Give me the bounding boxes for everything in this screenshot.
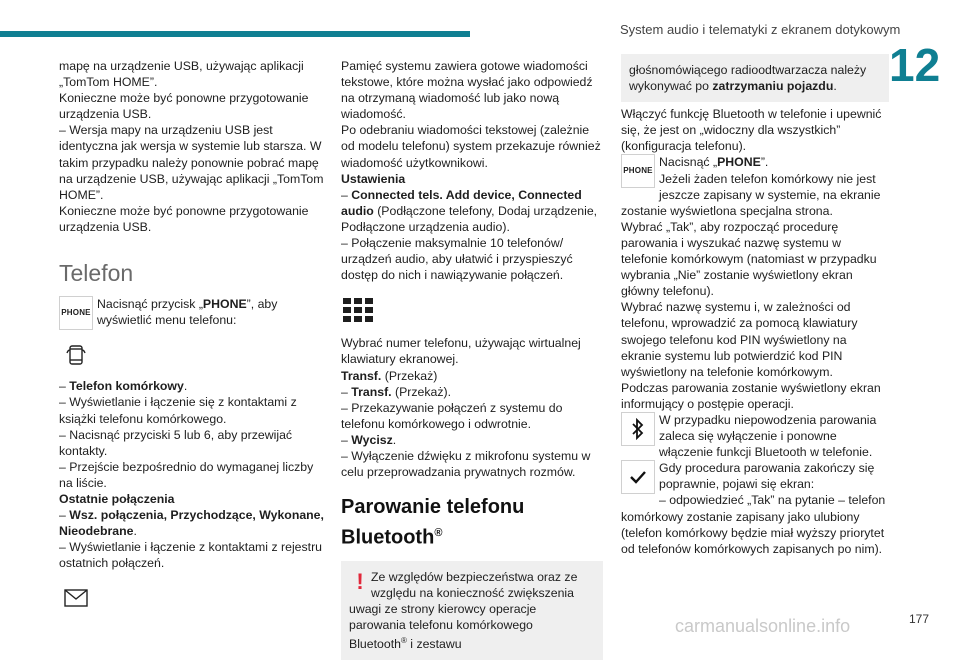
- paragraph-transf-item: – Transf. (Przekaż).: [341, 384, 452, 399]
- warning-text: Ze względów bezpieczeństwa oraz ze względu na konieczność zwiększenia uwagi ze strony kierowcy operacje parowania telefonu komórkowego Bluetooth® i zestawu: [349, 569, 578, 652]
- paragraph: Konieczne może być ponowne przygotowanie urządzenia USB.: [59, 203, 309, 234]
- paragraph: – Nacisnąć przyciski 5 lub 6, aby przewijać kontakty.: [59, 427, 293, 458]
- bluetooth-icon: [621, 412, 655, 446]
- paragraph: – Wyświetlanie i łączenie się z kontaktami z książki telefonu komórkowego.: [59, 395, 297, 426]
- paragraph: – Wyświetlanie i łączenie z kontaktami z rejestru ostatnich połączeń.: [59, 540, 323, 571]
- paragraph: Wybrać nazwę systemu i, w zależności od telefonu, wprowadzić za pomocą klawiatury swojego telefonu kod PIN wyświetlony na ekranie systemu lub potwierdzić kod PIN wyświetlony na telefonie komórkowym.: [621, 300, 858, 379]
- paragraph: Wybrać numer telefonu, używając wirtualnej klawiatury ekranowej.: [341, 336, 581, 367]
- paragraph: – Wyłączenie dźwięku z mikrofonu systemu w celu przeprowadzania prywatnych rozmów.: [341, 448, 591, 480]
- paragraph-press-phone: Nacisnąć przycisk „PHONE”, aby wyświetlić menu telefonu:: [97, 297, 278, 328]
- paragraph-mobile: – Telefon komórkowy.: [59, 379, 188, 394]
- paragraph-recent: – Wsz. połączenia, Przychodzące, Wykonane, Nieodebrane.: [59, 508, 324, 539]
- mobile-phone-icon: [59, 338, 93, 372]
- header-accent-bar: [0, 31, 470, 37]
- paragraph: Włączyć funkcję Bluetooth w telefonie i upewnić się, że jest on „widoczny dla wszystkich” (konfiguracja telefonu).: [621, 107, 882, 154]
- column-3: [621, 58, 889, 557]
- watermark: carmanualsonline.info: [675, 616, 851, 636]
- column-2: [341, 58, 603, 660]
- envelope-icon: [59, 581, 93, 615]
- paragraph-mute: – Wycisz.: [341, 432, 397, 447]
- subheading-settings: Ustawienia: [341, 171, 406, 186]
- warning-icon: !: [356, 568, 364, 594]
- paragraph: Pamięć systemu zawiera gotowe wiadomości tekstowe, które można wysłać jako odpowiedź na otrzymaną wiadomość lub jako nową wiadomość.: [341, 59, 593, 122]
- page-number: 177: [909, 612, 930, 626]
- paragraph: Po odebraniu wiadomości tekstowej (zależnie od modelu telefonu) system przekazuje również wiadomość użytkownikowi.: [341, 123, 601, 170]
- paragraph: Gdy procedura parowania zakończy się poprawnie, pojawi się ekran:: [659, 461, 875, 492]
- column-1: [59, 58, 327, 621]
- paragraph: – Przejście bezpośrednio do wymaganej liczby na liście.: [59, 459, 314, 490]
- phone-button-icon: PHONE: [621, 154, 655, 188]
- warning-text-continued: głośnomówiącego radioodtwarzacza należy wykonywać po zatrzymaniu pojazdu.: [629, 63, 867, 94]
- paragraph: – odpowiedzieć „Tak” na pytanie – telefon komórkowy zostanie zapisany jako ulubiony (telefon komórkowy będzie miał wyższy priorytet od telefonów komórkowych zapisanych po nim).: [621, 493, 886, 556]
- checkmark-icon: [621, 460, 655, 494]
- paragraph-transf: Transf. (Przekaż): [341, 368, 438, 383]
- paragraph: – Przekazywanie połączeń z systemu do telefonu komórkowego i odwrotnie.: [341, 400, 563, 431]
- paragraph-settings: – Connected tels. Add device, Connected audio (Podłączone telefony, Dodaj urządzenie, Podłączone urządzenia audio).: [341, 187, 598, 234]
- paragraph: mapę na urządzenie USB, używając aplikacji „TomTom HOME”.: [59, 59, 304, 90]
- section-title: System audio i telematyki z ekranem dotykowym: [620, 22, 901, 37]
- keypad-icon: [341, 293, 375, 327]
- chapter-number: 12: [889, 39, 941, 91]
- paragraph: Jeżeli żaden telefon komórkowy nie jest jeszcze zapisany w systemie, na ekranie zostanie wyświetlona specjalna strona.: [621, 171, 881, 218]
- subheading-recent-calls: Ostatnie połączenia: [59, 491, 175, 506]
- paragraph: W przypadku niepowodzenia parowania zaleca się wyłączenie i ponowne włączenie funkcji Bluetooth w telefonie.: [659, 412, 877, 460]
- paragraph: Podczas parowania zostanie wyświetlony ekran informujący o postępie operacji.: [621, 380, 881, 411]
- paragraph: Wybrać „Tak”, aby rozpocząć procedurę parowania i wyszukać nazwę systemu w telefonie komórkowym (natomiast w przypadku wybrania „Nie” zostanie wyświetlony ekran główny telefonu).: [621, 219, 877, 299]
- paragraph-press-phone: Nacisnąć „PHONE”.: [659, 155, 769, 170]
- warning-box: [341, 561, 603, 660]
- phone-button-icon: PHONE: [59, 296, 93, 330]
- heading-telefon: Telefon: [59, 260, 134, 287]
- paragraph: – Wersja mapy na urządzeniu USB jest identyczna jak wersja w systemie lub starsza. W takim przypadku należy ponownie pobrać mapę na urządzenie USB, używając aplikacji „TomTom HOME”.: [59, 123, 324, 202]
- paragraph: – Połączenie maksymalnie 10 telefonów/ urządzeń audio, aby ułatwić i przyspieszyć dostęp do nich i nawiązywanie połączeń.: [341, 236, 573, 283]
- heading-bluetooth-pairing: Parowanie telefonu Bluetooth®: [341, 496, 525, 549]
- warning-box-continued: [621, 54, 889, 102]
- paragraph: Konieczne może być ponowne przygotowanie urządzenia USB.: [59, 91, 309, 122]
